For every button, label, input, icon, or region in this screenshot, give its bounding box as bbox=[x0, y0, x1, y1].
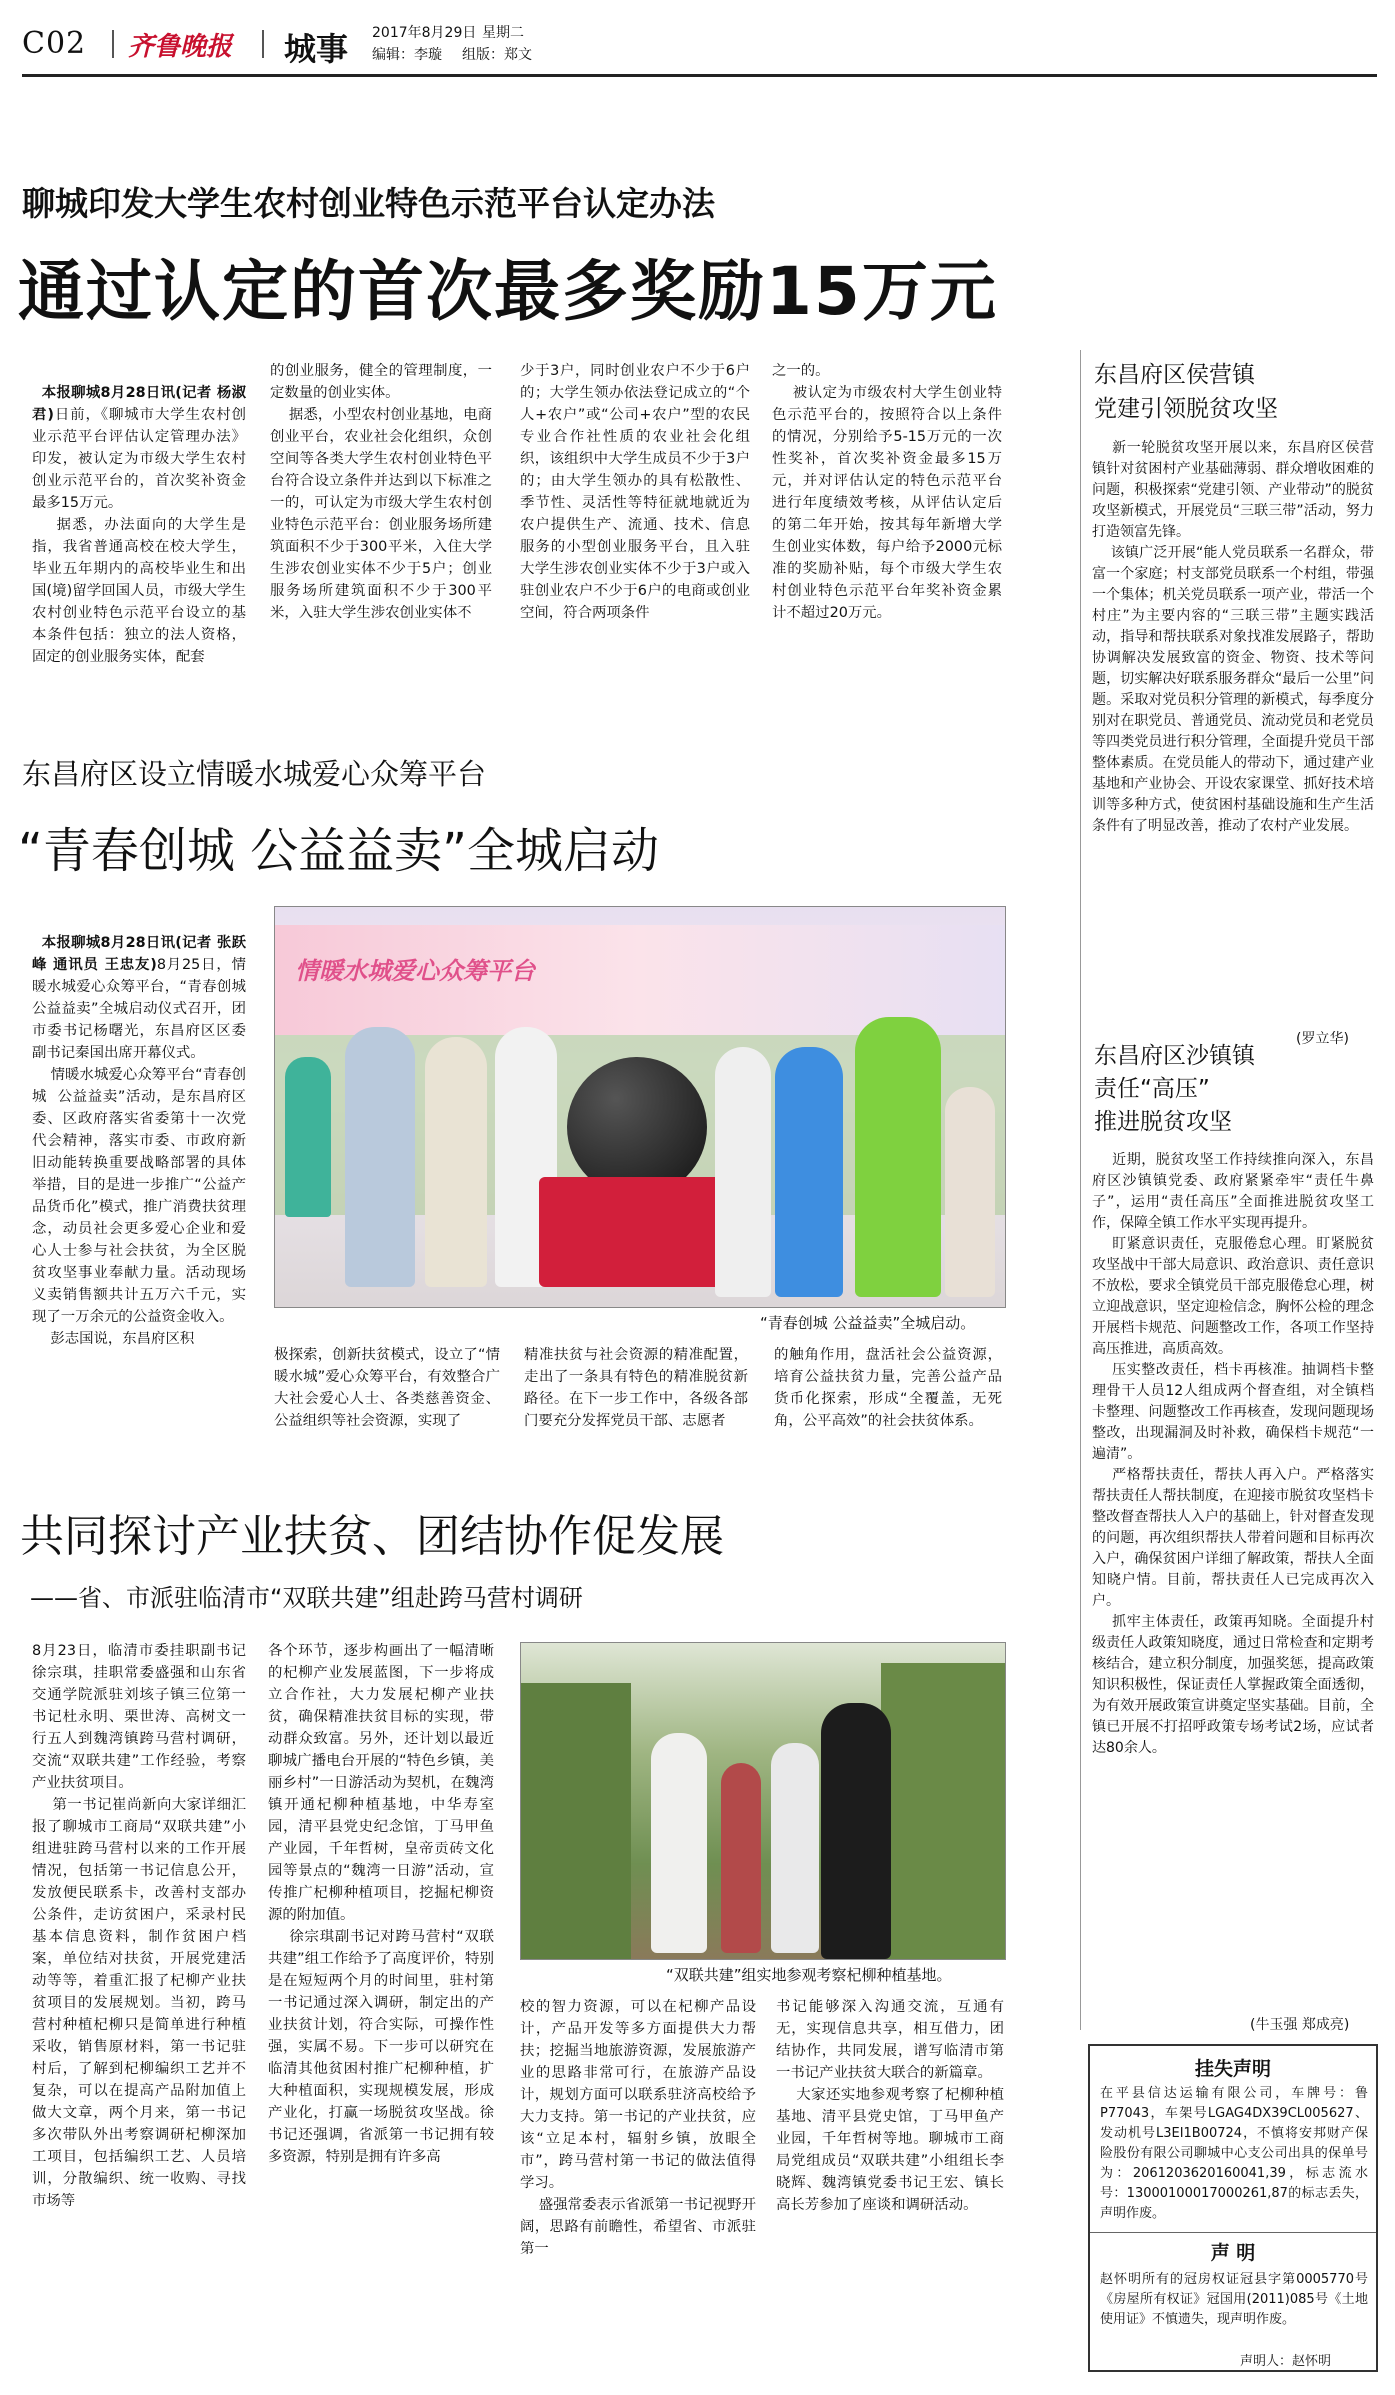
layout-credit: 组版：郑文 bbox=[462, 47, 532, 63]
article2-text-1: 8月25日，情暖水城爱心众筹平台，“青春创城 公益益卖”全城启动仪式召开，团市委书记杨曙光，东昌府区区委副书记秦国出席开幕仪式。 情暖水城爱心众筹平台“青春创城 公益益卖”活动，是东昌府区委、区政府落实省委第十一次党代会精神，落实市委、市政府新旧动能转换重要战略部署的具体举措，目的是进一步推广“公益产品货币化”模式，推广消费扶贫理念，动员社会更多爱心企业和爱心人士参与社会扶贫，为全区脱贫攻坚事业奉献力量。活动现场义卖销售额共计五万六千元，实现了一万余元的公益资金收入。 彭志国说，东昌府区积 bbox=[32, 957, 246, 1347]
issue-weekday: 星期二 bbox=[482, 25, 524, 41]
notice2-body: 赵怀明所有的冠房权证冠县字第0005770号《房屋所有权证》冠国用(2011)085号《土地使用证》不慎遗失，现声明作废。 bbox=[1100, 2272, 1368, 2327]
article2-kicker: 东昌府区设立情暖水城爱心众筹平台 bbox=[22, 757, 487, 791]
article1-byline: 本报聊城8月28日讯(记者 杨淑君) bbox=[32, 385, 246, 423]
glass-globe bbox=[567, 1057, 707, 1197]
willow-field bbox=[521, 1683, 631, 1959]
article3-column-4: 书记能够深入沟通交流，互通有无，实现信息共享，相互借力，团结协作，共同发展，谱写临清市第一书记产业扶贫大联合的新篇章。 大家还实地参观考察了杞柳种植基地、清平县党史馆，丁马甲鱼产业园，千年哲树等地。聊城市工商局党组成员“双联共建”小组组长李晓辉、魏湾镇党委书记王宏、镇长高长芳参加了座谈和调研活动。 bbox=[776, 1999, 1004, 2213]
section-name: 城事 bbox=[284, 30, 349, 68]
article2-headline: “青春创城 公益益卖”全城启动 bbox=[18, 823, 659, 879]
notice2-signer: 声明人：赵怀明 bbox=[1240, 2354, 1332, 2369]
notice1-title: 挂失声明 bbox=[1194, 2058, 1271, 2080]
masthead-divider bbox=[262, 30, 264, 58]
article2-caption: “青春创城 公益益卖”全城启动。 bbox=[760, 1314, 976, 1332]
article1-column-1 bbox=[32, 360, 246, 708]
issue-date: 2017年8月29日 bbox=[372, 25, 477, 41]
editor-credit: 编辑：李璇 bbox=[372, 47, 442, 63]
person-figure bbox=[855, 1017, 941, 1297]
sidebar1-body: 新一轮脱贫攻坚开展以来，东昌府区侯营镇针对贫困村产业基础薄弱、群众增收困难的问题，积极探索“党建引领、产业带动”的脱贫攻坚新模式，开展党员“三联三带”活动，努力打造领富先锋。 该镇广泛开展“能人党员联系一名群众，带富一个家庭；村支部党员联系一个村组，带强一个集体；机关党员联系一项产业，带活一个村庄”为主要内容的“三联三带”主题实践活动，指导和帮扶联系对象找准发展路子，帮助协调解决发展致富的资金、物资、技术等问题，切实解决好联系服务群众“最后一公里”问题。采取对党员积分管理的新模式，每季度分别对在职党员、普通党员、流动党员和老党员等四类党员进行积分管理，全面提升党员干部整体素质。在党员能人的带动下，通过建产业基地和产业协会、开设农家课堂、抓好技术培训等多种方式，使贫困村基础设施和生产生活条件有了明显改善，推动了农村产业发展。 bbox=[1092, 440, 1374, 834]
person-figure bbox=[821, 1703, 891, 1959]
article3-caption: “双联共建”组实地参观考察杞柳种植基地。 bbox=[666, 1966, 952, 1984]
article1-kicker: 聊城印发大学生农村创业特色示范平台认定办法 bbox=[22, 184, 715, 223]
sidebar1-author: (罗立华) bbox=[1296, 1031, 1349, 1047]
launch-ceremony-photo bbox=[274, 906, 1006, 1308]
article3-column-2: 各个环节，逐步构画出了一幅清晰的杞柳产业发展蓝图，下一步将成立合作社，大力发展杞柳产业扶贫，确保精准扶贫目标的实现，带动群众致富。另外，还计划以最近聊城广播电台开展的“特色乡镇，美丽乡村”一日游活动为契机，在魏湾镇开通杞柳种植基地，中华寿室园，清平县党史纪念馆，丁马甲鱼产业园，千年哲树，皇帝贡砖文化园等景点的“魏湾一日游”活动，宣传推广杞柳种植项目，挖掘杞柳资源的附加值。 徐宗琪副书记对跨马营村“双联共建”组工作给予了高度评价，特别是在短短两个月的时间里，驻村第一书记通过深入调研，制定出的产业扶贫计划，符合实际，可操作性强，实属不易。下一步可以研究在临清其他贫困村推广杞柳种植，扩大种植面积，实现规模发展，形成产业化，打赢一场脱贫攻坚战。徐书记还强调，省派第一书记拥有较多资源，特别是拥有许多高 bbox=[268, 1643, 494, 2165]
willow-field-photo bbox=[520, 1642, 1006, 1960]
person-figure bbox=[345, 1027, 415, 1287]
article1-headline: 通过认定的首次最多奖励15万元 bbox=[18, 253, 998, 330]
person-figure bbox=[945, 1087, 995, 1297]
article3-column-3: 校的智力资源，可以在杞柳产品设计，产品开发等多方面提供大力帮扶；挖掘当地旅游资源，发展旅游产业的思路非常可行，在旅游产品设计，规划方面可以联系驻济高校给予大力支持。第一书记的产业扶贫，应该“立足本村，辐射乡镇，放眼全市”，跨马营村第一书记的做法值得学习。 盛强常委表示省派第一书记视野开阔，思路有前瞻性，希望省、市派驻第一 bbox=[520, 1999, 756, 2257]
person-figure bbox=[771, 1743, 819, 1953]
person-figure bbox=[425, 1037, 487, 1287]
willow-field bbox=[881, 1663, 1005, 1959]
notice1-body: 在平县信达运输有限公司，车牌号：鲁P77043，车架号LGAG4DX39CL005627、发动机号L3EI1B00724，不慎将安邦财产保险股份有限公司聊城中心支公司出具的保单号为：2061203620160041,39，标志流水号：13000100017000261,87的标志丢失，声明作废。 bbox=[1100, 2086, 1368, 2221]
person-figure bbox=[715, 1047, 771, 1297]
person-figure bbox=[285, 1057, 331, 1217]
person-figure bbox=[721, 1763, 761, 1953]
sidebar2-body: 近期，脱贫攻坚工作持续推向深入，东昌府区沙镇镇党委、政府紧紧牵牢“责任牛鼻子”，运用“责任高压”全面推进脱贫攻坚工作，保障全镇工作水平实现再提升。 盯紧意识责任，克服倦怠心理。盯紧脱贫攻坚战中干部大局意识、政治意识、责任意识不放松，要求全镇党员干部克服倦怠心理，树立迎战意识，坚定迎检信念，胸怀公检的理念开展档卡规范、问题整改工作，各项工作坚持高压推进，高质高效。 压实整改责任，档卡再核准。抽调档卡整理骨干人员12人组成两个督查组，对全镇档卡整理、问题整改工作再核查，发现问题现场整改，出现漏洞及时补救，确保档卡规范“一遍清”。 严格帮扶责任，帮扶人再入户。严格落实帮扶责任人帮扶制度，在迎接市脱贫攻坚档卡整改督查帮扶人入户的基础上，针对督查发现的问题，再次组织帮扶人带着问题和目标再次入户，确保贫困户详细了解政策，帮扶人全面知晓户情。目前，帮扶责任人已完成再次入户。 抓牢主体责任，政策再知晓。全面提升村级责任人政策知晓度，通过日常检查和定期考核结合，建立积分制度，加强奖惩，提高政策知识积极性，保证责任人掌握政策全面透彻，为有效开展政策宣讲奠定坚实基础。目前，全镇已开展不打招呼政策专场考试2场，应试者达80余人。 bbox=[1092, 1152, 1374, 1756]
article2-byline: 本报聊城8月28日讯(记者 张跃峰 通讯员 王忠友) bbox=[32, 935, 246, 973]
article3-headline: 共同探讨产业扶贫、团结协作促发展 bbox=[20, 1511, 724, 1562]
notice-divider bbox=[1090, 2232, 1376, 2233]
event-banner-text: 情暖水城爱心众筹平台 bbox=[295, 957, 535, 985]
sidebar-divider bbox=[1080, 350, 1081, 2030]
sidebar2-headline: 东昌府区沙镇镇 责任“高压” 推进脱贫攻坚 bbox=[1094, 1043, 1255, 1135]
page-number: C02 bbox=[22, 26, 87, 61]
article1-column-2: 的创业服务，健全的管理制度，一定数量的创业实体。 据悉，小型农村创业基地，电商创业平台，农业社会化组织，众创空间等各类大学生农村创业特色平台符合设立条件并达到以下标准之一的，可认定为市级大学生农村创业特色示范平台：创业服务场所建筑面积不少于300平米，入住大学生涉农创业实体不少于5户；创业服务场所建筑面积不少于300平米，入驻大学生涉农创业实体不 bbox=[270, 363, 492, 621]
masthead-divider bbox=[112, 30, 114, 58]
article1-text-1: 日前，《聊城市大学生农村创业示范平台评估认定管理办法》印发，被认定为市级大学生农村创业示范平台的，首次奖补资金最多15万元。 据悉，办法面向的大学生是指，我省普通高校在校大学生，毕业五年期内的高校毕业生和出国(境)留学回国人员，市级大学生农村创业特色示范平台设立的基本条件包括：独立的法人资格，固定的创业服务实体，配套 bbox=[32, 407, 247, 665]
notice2-title: 声 明 bbox=[1210, 2242, 1256, 2264]
person-figure bbox=[775, 1047, 843, 1297]
masthead bbox=[22, 18, 1382, 70]
sidebar2-author: (牛玉强 郑成亮) bbox=[1250, 2017, 1350, 2033]
article2-column-3: 精准扶贫与社会资源的精准配置，走出了一条具有特色的精准脱贫新路径。在下一步工作中，各级各部门要充分发挥党员干部、志愿者 bbox=[524, 1347, 748, 1429]
article3-subhead: ——省、市派驻临清市“双联共建”组赴跨马营村调研 bbox=[30, 1584, 583, 1612]
article2-column-1 bbox=[32, 910, 246, 1472]
article2-column-2: 极探索，创新扶贫模式，设立了“情暖水城”爱心众筹平台，有效整合广大社会爱心人士、各类慈善资金、公益组织等社会资源，实现了 bbox=[274, 1347, 500, 1429]
paper-logo: 齐鲁晚报 bbox=[128, 32, 233, 62]
article3-column-1: 8月23日，临清市委挂职副书记徐宗琪，挂职常委盛强和山东省交通学院派驻刘垓子镇三位第一书记杜永明、栗世涛、高树文一行五人到魏湾镇跨马营村调研，交流“双联共建”工作经验，考察产业扶贫项目。 第一书记崔尚新向大家详细汇报了聊城市工商局“双联共建”小组进驻跨马营村以来的工作开展情况，包括第一书记信息公开，发放便民联系卡，改善村支部办公条件，走访贫困户，采录村民基本信息资料，制作贫困户档案，单位结对扶贫，开展党建活动等等，着重汇报了杞柳产业扶贫项目的发展规划。当初，跨马营村种植杞柳只是简单进行种植采收，销售原材料，第一书记驻村后，了解到杞柳编织工艺并不复杂，可以在提高产品附加值上做大文章，两个月来，第一书记多次带队外出考察调研杞柳深加工项目，包括编织工艺、人员培训，分散编织、统一收购、寻找市场等 bbox=[32, 1643, 246, 2209]
masthead-rule bbox=[22, 74, 1377, 77]
sidebar1-headline: 东昌府区侯营镇 党建引领脱贫攻坚 bbox=[1094, 362, 1278, 422]
article2-column-4: 的触角作用，盘活社会公益资源，培育公益扶贫力量，完善公益产品货币化探索，形成“全覆盖，无死角，公平高效”的社会扶贫体系。 bbox=[774, 1347, 1002, 1429]
article1-column-4: 之一的。 被认定为市级农村大学生创业特色示范平台的，按照符合以上条件的情况，分别给予5-15万元的一次性奖补，首次奖补资金最多15万元，并对评估认定的特色示范平台进行年度绩效考核，从评估认定后的第二年开始，按其每年新增大学生创业实体数，每户给予2000元标准的奖励补贴，每个市级大学生农村创业特色示范平台年奖补资金累计不超过20万元。 bbox=[772, 363, 1002, 621]
article1-column-3: 少于3户，同时创业农户不少于6户的；大学生领办依法登记成立的“个人+农户”或“公司+农户”型的农民专业合作社性质的农业社会化组织，该组织中大学生成员不少于3户的；由大学生领办的具有松散性、季节性、灵活性等特征就地就近为农户提供生产、流通、技术、信息服务的小型创业服务平台，且入驻大学生涉农创业实体不少于3户或入驻创业农户不少于6户的电商或创业空间，符合两项条件 bbox=[520, 363, 750, 621]
person-figure bbox=[651, 1733, 707, 1953]
red-pedestal bbox=[539, 1177, 735, 1287]
